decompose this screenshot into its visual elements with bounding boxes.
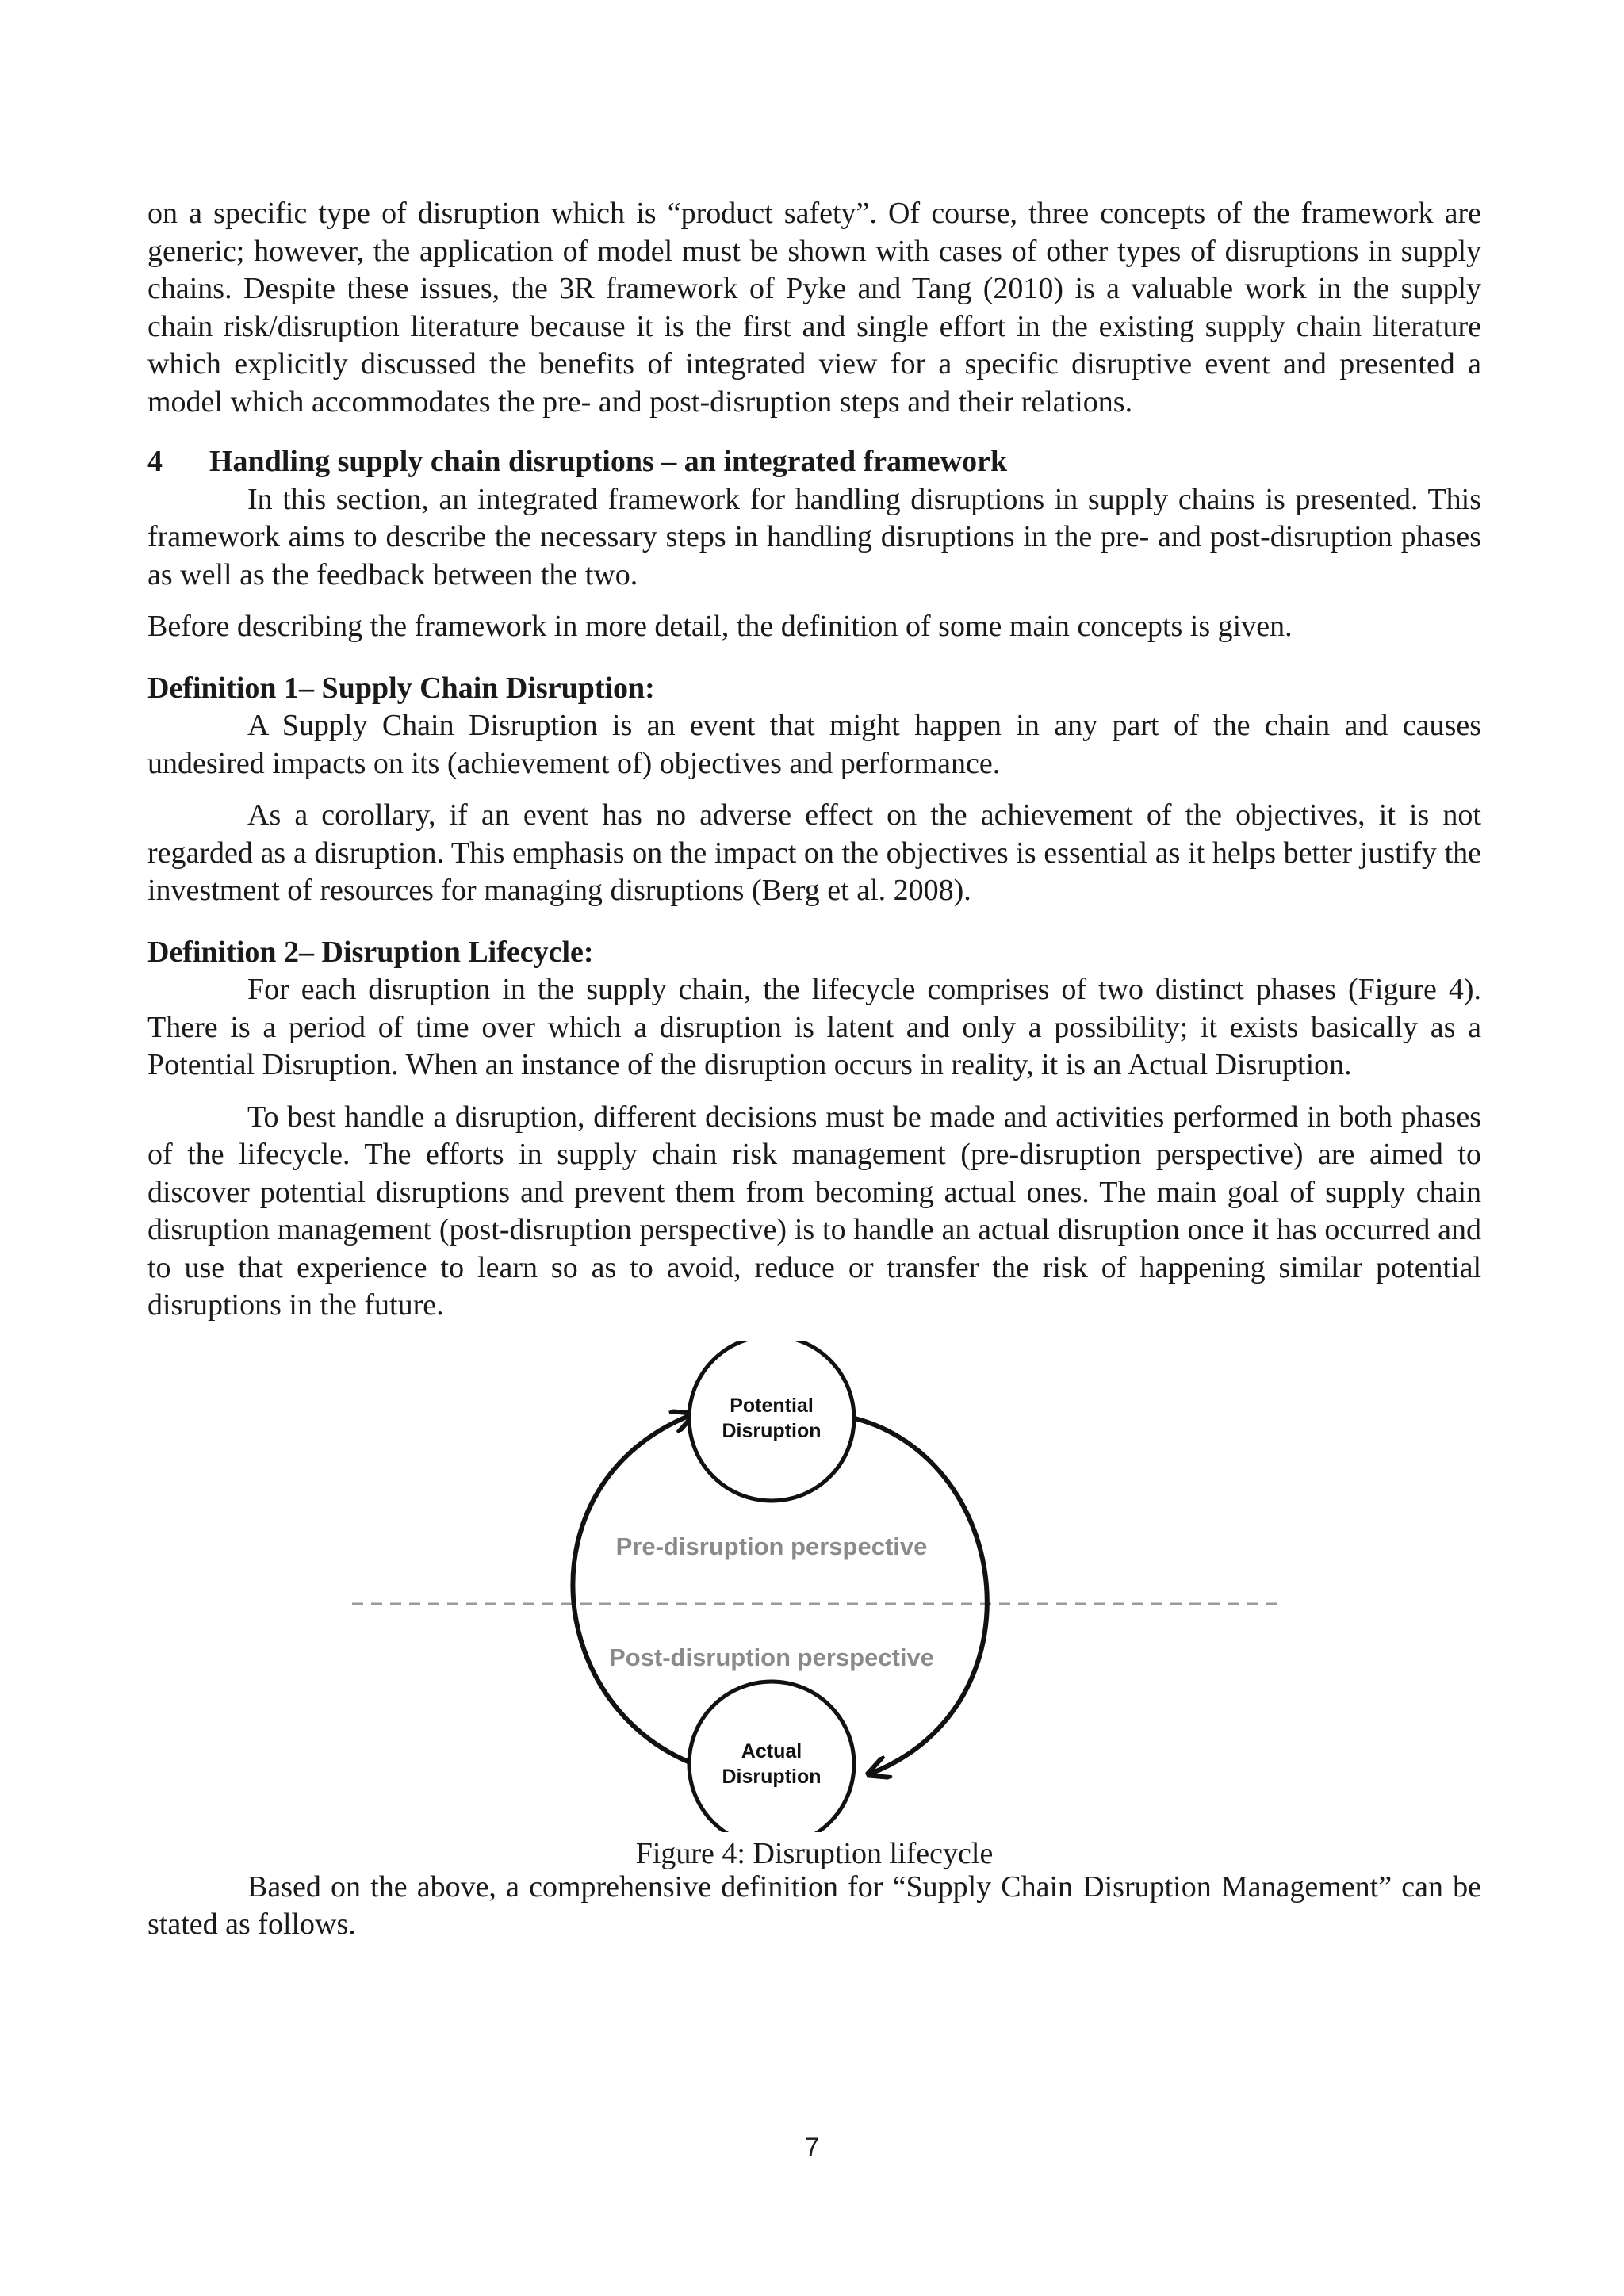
- paragraph-definition-1: A Supply Chain Disruption is an event that might happen in any part of the chain and causes undesired impacts on its (achievement of) objectives and performance.: [147, 709, 1481, 780]
- paragraph-based: Based on the above, a comprehensive definition for “Supply Chain Disruption Management” can be stated as follows.: [147, 1869, 1481, 1941]
- paragraph-before: Before describing the framework in more detail, the definition of some main concepts is given.: [147, 610, 1293, 643]
- label-post-disruption: Post-disruption perspective: [609, 1643, 934, 1671]
- node-actual-label-1: Actual: [741, 1739, 802, 1762]
- paragraph-section-intro: In this section, an integrated framework for handling disruptions in supply chains is presented. This framework aims to describe the necessary steps in handling disruptions in the pre- and post-disruption phases as well as the feedback between the two.: [147, 482, 1481, 591]
- node-potential-label-2: Disruption: [722, 1419, 822, 1442]
- section-number: 4: [147, 445, 163, 478]
- figure-disruption-lifecycle: [147, 1341, 1481, 1870]
- definition-1-title: Definition 1– Supply Chain Disruption:: [147, 671, 655, 705]
- paragraph-intro: on a specific type of disruption which is “product safety”. Of course, three concepts of the framework are generic; however, the application of model must be shown with cases of other types of disruptions in supply chains. Despite these issues, the 3R framework of Pyke and Tang (2010) is a valuable work in the supply chain risk/disruption literature because it is the first and single effort in the existing supply chain literature which explicitly discussed the benefits of integrated view for a specific disruptive event and presented a model which accommodates the pre- and post-disruption steps and their relations.: [147, 197, 1481, 419]
- arrow-potential-to-actual: [855, 1418, 987, 1774]
- paragraph-definition-2: For each disruption in the supply chain, the lifecycle comprises of two distinct phases (Figure 4). There is a period of time over which a disruption is latent and only a possibility; it exists basically as a Potential Disruption. When an instance of the disruption occurs in reality, it is an Actual Disruption.: [147, 973, 1481, 1081]
- node-actual-label-2: Disruption: [722, 1765, 822, 1788]
- arrow-actual-to-potential: [573, 1415, 703, 1767]
- paragraph-corollary: As a corollary, if an event has no adverse effect on the achievement of the objectives, it is not regarded as a disruption. This emphasis on the impact on the objectives is essential as it helps better justify the investment of resources for managing disruptions (Berg et al. 2008).: [147, 798, 1481, 907]
- figure-caption: Figure 4: Disruption lifecycle: [635, 1836, 994, 1870]
- node-potential-label-1: Potential: [730, 1394, 814, 1417]
- paragraph-handle: To best handle a disruption, different decisions must be made and activities performed in both phases of the lifecycle. The efforts in supply chain risk management (pre-disruption perspective) are aimed to discover potential disruptions and prevent them from becoming actual ones. The main goal of supply chain disruption management (post-disruption perspective) is to handle an actual disruption once it has occurred and to use that experience to learn so as to avoid, reduce or transfer the risk of happening similar potential disruptions in the future.: [147, 1100, 1481, 1322]
- page-number: 7: [805, 2133, 819, 2161]
- document-page: [147, 195, 1481, 1944]
- label-pre-disruption: Pre-disruption perspective: [615, 1532, 928, 1560]
- lifecycle-diagram: [147, 1341, 1481, 1832]
- definition-2-title: Definition 2– Disruption Lifecycle:: [147, 935, 594, 969]
- section-heading: [147, 443, 1481, 481]
- section-title: Handling supply chain disruptions – an integrated framework: [209, 445, 1008, 478]
